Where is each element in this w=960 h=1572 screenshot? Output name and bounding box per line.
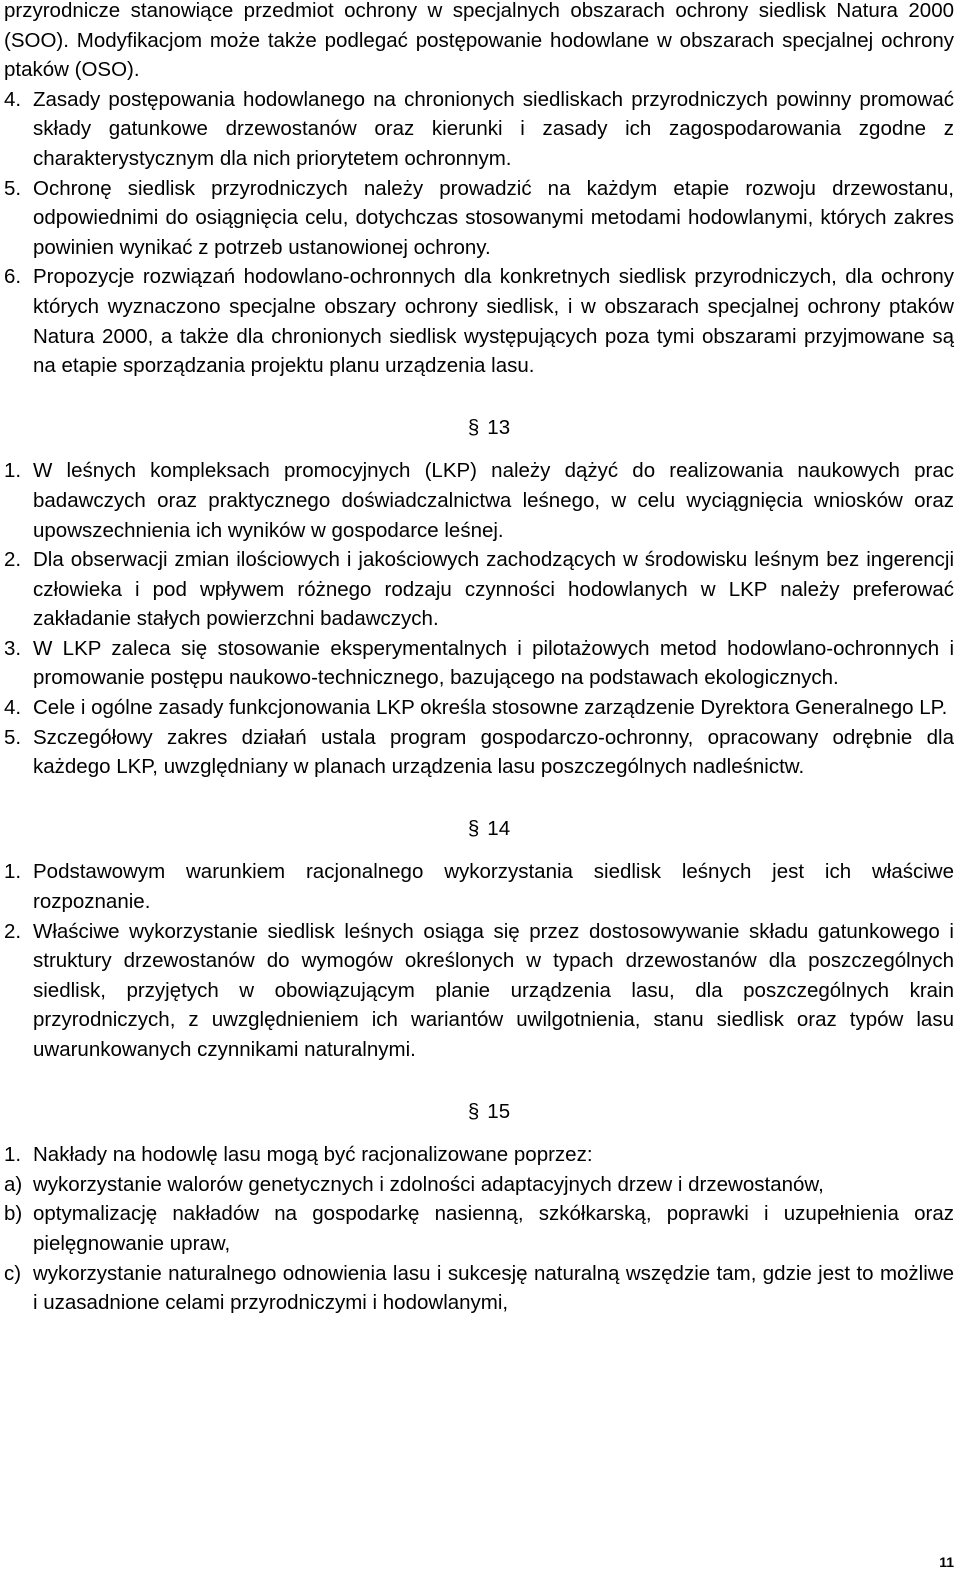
sub-item-label: b) — [4, 1202, 23, 1226]
sub-item-label: c) — [4, 1261, 22, 1285]
page-number: 11 — [939, 1554, 954, 1570]
item-text: W leśnych kompleksach promocyjnych (LKP) należy dążyć do realizowania naukowych prac badawczych oraz praktycznego doświadczalnictwa leśnego, w celu wyciągnięcia wniosków oraz upowszechnienia ich wyników w gospodarce leśnej. — [33, 459, 954, 542]
sub-item-text: wykorzystanie walorów genetycznych i zdolności adaptacyjnych drzew i drzewostanów, — [33, 1172, 824, 1196]
item-number: 2. — [4, 548, 22, 572]
item-text: Właściwe wykorzystanie siedlisk leśnych osiąga się przez dostosowywanie składu gatunkowego i struktury drzewostanów do wymogów określonych w typach drzewostanów dla poszczególnych siedlisk, przyjętych w obowiązującym planie urządzenia lasu, dla poszczególnych krain przyrodniczych, z uwzględnieniem ich wariantów uwilgotnienia, stanu siedlisk oraz typów lasu uwarunkowanych czynnikami naturalnymi. — [33, 919, 954, 1061]
spacer — [4, 1065, 954, 1097]
section-heading — [4, 413, 954, 443]
section-sign: § — [467, 816, 480, 840]
item-text: W LKP zaleca się stosowanie eksperymentalnych i pilotażowych metod hodowlano-ochronnych i promowanie postępu naukowo-technicznego, bazującego na podstawach ekologicznych. — [33, 636, 954, 690]
item-number: 4. — [4, 696, 22, 720]
item-number: 1. — [4, 1143, 22, 1167]
item-text: Nakłady na hodowlę lasu mogą być racjonalizowane poprzez: — [33, 1143, 593, 1167]
sub-list-item — [4, 1259, 954, 1318]
item-text: Cele i ogólne zasady funkcjonowania LKP określa stosowne zarządzenie Dyrektora Generalnego LP. — [33, 696, 948, 720]
sub-item-label: a) — [4, 1172, 23, 1196]
item-text: Ochronę siedlisk przyrodniczych należy prowadzić na każdym etapie rozwoju drzewostanu, odpowiednimi do osiągnięcia celu, dotychczas stosowanymi metodami hodowlanymi, których zakres powinien wynikać z potrzeb ustanowionej ochrony. — [33, 176, 954, 259]
section-heading — [4, 1097, 954, 1127]
item-number: 6. — [4, 265, 22, 289]
section-sign: § — [467, 1099, 480, 1123]
item-text: Podstawowym warunkiem racjonalnego wykorzystania siedlisk leśnych jest ich właściwe rozpoznanie. — [33, 860, 954, 914]
item-number: 2. — [4, 919, 22, 943]
spacer — [4, 381, 954, 413]
list-item — [4, 917, 954, 1065]
continuation-paragraph: przyrodnicze stanowiące przedmiot ochrony w specjalnych obszarach ochrony siedlisk Natura 2000 (SOO). Modyfikacjom może także podlegać postępowanie hodowlane w obszarach specjalnej ochrony ptaków (OSO). — [4, 0, 954, 82]
item-number: 5. — [4, 176, 22, 200]
sub-item-text: optymalizację nakładów na gospodarkę nasienną, szkółkarską, poprawki i uzupełnienia oraz pielęgnowanie upraw, — [33, 1202, 954, 1255]
page-content — [4, 0, 954, 1318]
list-item — [4, 85, 954, 174]
item-text: Dla obserwacji zmian ilościowych i jakościowych zachodzących w środowisku leśnym bez ingerencji człowieka i pod wpływem różnego rodzaju czynności hodowlanych w LKP należy preferować zakładanie stałych powierzchni badawczych. — [33, 548, 954, 631]
item-number: 5. — [4, 725, 22, 749]
sub-list-item — [4, 1170, 954, 1200]
sub-item-text: wykorzystanie naturalnego odnowienia lasu i sukcesję naturalną wszędzie tam, gdzie jest to możliwe i uzasadnione celami przyrodniczymi i hodowlanymi, — [33, 1261, 954, 1315]
list-item — [4, 1140, 954, 1170]
spacer — [4, 843, 954, 857]
item-number: 3. — [4, 636, 22, 660]
list-item — [4, 545, 954, 634]
section-sign: § — [467, 415, 480, 439]
item-number: 1. — [4, 459, 22, 483]
list-item — [4, 456, 954, 545]
spacer — [4, 782, 954, 814]
sub-list-item — [4, 1199, 954, 1258]
item-number: 1. — [4, 860, 22, 884]
list-item — [4, 174, 954, 263]
list-item — [4, 634, 954, 693]
list-item — [4, 693, 954, 723]
section-number: 14 — [487, 816, 511, 840]
section-number: 13 — [487, 415, 511, 439]
list-item — [4, 857, 954, 916]
spacer — [4, 1126, 954, 1140]
spacer — [4, 442, 954, 456]
list-item — [4, 723, 954, 782]
item-text: Propozycje rozwiązań hodowlano-ochronnych dla konkretnych siedlisk przyrodniczych, dla ochrony których wyznaczono specjalne obszary ochrony siedlisk, i w obszarach specjalnej ochrony ptaków Natura 2000, a także dla chronionych siedlisk występujących poza tymi obszarami przyjmowane są na etapie sporządzania projektu planu urządzenia lasu. — [33, 265, 954, 378]
section-number: 15 — [487, 1099, 511, 1123]
item-number: 4. — [4, 87, 22, 111]
item-text: Szczegółowy zakres działań ustala program gospodarczo-ochronny, opracowany odrębnie dla każdego LKP, uwzględniany w planach urządzenia lasu poszczególnych nadleśnictw. — [33, 725, 954, 779]
item-text: Zasady postępowania hodowlanego na chronionych siedliskach przyrodniczych powinny promować składy gatunkowe drzewostanów oraz kierunki i zasady ich zagospodarowania zgodne z charakterystycznym dla nich priorytetem ochronnym. — [33, 87, 954, 170]
section-heading — [4, 814, 954, 844]
list-item — [4, 262, 954, 380]
